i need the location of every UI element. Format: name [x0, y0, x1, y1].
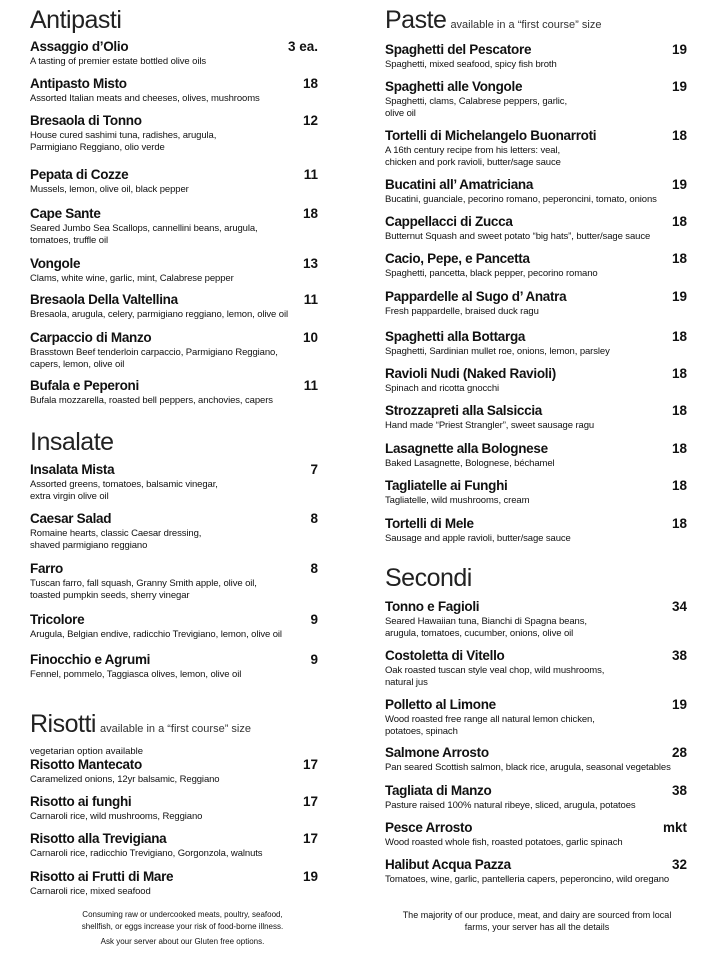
menu-item-header	[30, 794, 318, 810]
menu-item	[30, 39, 318, 68]
menu-item-price: 18	[671, 478, 687, 493]
menu-item-description-line: Pan seared Scottish salmon, black rice, arugula, seasonal vegetables	[385, 762, 671, 773]
menu-item-price: 3 ea.	[287, 39, 318, 54]
menu-item-name: Antipasto Misto	[30, 76, 127, 91]
menu-item-price: 13	[302, 256, 318, 271]
menu-item-name: Ravioli Nudi (Naked Ravioli)	[385, 366, 556, 381]
menu-item-price: 11	[303, 167, 318, 182]
risotti-title-text: Risotti	[30, 710, 96, 738]
menu-item-description	[385, 762, 687, 774]
menu-item-description	[30, 223, 318, 246]
menu-item-description	[385, 306, 687, 318]
menu-item-name: Bucatini all’ Amatriciana	[385, 177, 534, 192]
menu-item-description	[385, 495, 687, 507]
menu-item-price: 9	[310, 652, 318, 667]
menu-item-description-line: Brasstown Beef tenderloin carpaccio, Parmigiano Reggiano,	[30, 347, 278, 358]
menu-item-name: Risotto alla Trevigiana	[30, 831, 167, 846]
menu-item	[385, 516, 687, 545]
menu-item-price: 19	[671, 289, 687, 304]
menu-item-header	[30, 831, 318, 847]
menu-item-price: mkt	[662, 820, 687, 835]
menu-item-description	[385, 837, 687, 849]
footer-right	[382, 909, 692, 933]
menu-item-description-line: Fennel, pommelo, Taggiasca olives, lemon, olive oil	[30, 669, 242, 680]
menu-item-header	[30, 113, 318, 129]
menu-item	[385, 783, 687, 812]
menu-item-name: Tortelli di Michelangelo Buonarroti	[385, 128, 597, 143]
footer-left-line: Ask your server about our Gluten free options.	[100, 937, 265, 946]
menu-item-price: 7	[310, 462, 318, 477]
menu-item-header	[385, 783, 687, 799]
menu-item-description-line: Caramelized onions, 12yr balsamic, Reggiano	[30, 774, 220, 785]
menu-item-description-line: capers, lemon, olive oil	[30, 358, 125, 370]
footer-right-line: farms, your server has all the details	[464, 922, 610, 932]
insalate-title: Insalate	[30, 428, 114, 456]
menu-item-description-line: Clams, white wine, garlic, mint, Calabrese pepper	[30, 273, 234, 284]
risotti-title	[30, 709, 318, 744]
menu-item-name: Vongole	[30, 256, 81, 271]
menu-item-description	[30, 528, 318, 551]
menu-item-description-line: Carnaroli rice, radicchio Trevigiano, Gorgonzola, walnuts	[30, 848, 263, 859]
menu-item-description	[385, 714, 687, 737]
menu-item-price: 38	[671, 648, 687, 663]
menu-item	[385, 251, 687, 280]
menu-item	[385, 403, 687, 432]
menu-item-description-line: Butternut Squash and sweet potato “big hats”, butter/sage sauce	[385, 231, 651, 242]
menu-item	[30, 561, 318, 601]
menu-item-header	[30, 39, 318, 55]
menu-item-description-line: Parmigiano Reggiano, olio verde	[30, 141, 165, 153]
menu-item-price: 19	[671, 79, 687, 94]
menu-item-description	[30, 629, 318, 641]
menu-item-description-line: Oak roasted tuscan style veal chop, wild mushrooms,	[385, 665, 605, 676]
menu-item-description-line: Romaine hearts, classic Caesar dressing,	[30, 528, 202, 539]
menu-item	[385, 289, 687, 318]
menu-item-header	[385, 403, 687, 419]
menu-item-description-line: Seared Jumbo Sea Scallops, cannellini beans, arugula,	[30, 223, 258, 234]
menu-item-description	[385, 268, 687, 280]
menu-item-price: 17	[302, 794, 318, 809]
menu-item-header	[30, 561, 318, 577]
footer-left	[40, 909, 325, 948]
secondi-section	[385, 563, 687, 593]
menu-item-description-line: Bufala mozzarella, roasted bell peppers, anchovies, capers	[30, 395, 273, 406]
menu-item	[30, 794, 318, 823]
menu-item-description	[385, 458, 687, 470]
menu-item-description	[385, 346, 687, 358]
risotti-note: vegetarian option available	[30, 746, 144, 757]
menu-item-description	[30, 56, 318, 68]
menu-item-header	[30, 206, 318, 222]
menu-item-name: Spaghetti del Pescatore	[385, 42, 532, 57]
menu-item-description-line: Bucatini, guanciale, pecorino romano, peperoncini, tomato, onions	[385, 194, 657, 205]
menu-item-price: 28	[671, 745, 687, 760]
menu-item	[385, 745, 687, 774]
menu-item-description-line: chicken and pork ravioli, butter/sage sauce	[385, 156, 561, 168]
menu-item-description	[30, 811, 318, 823]
menu-item-name: Polletto al Limone	[385, 697, 496, 712]
menu-item-name: Cappellacci di Zucca	[385, 214, 513, 229]
menu-item	[30, 511, 318, 551]
menu-item-price: 9	[310, 612, 318, 627]
menu-item	[385, 697, 687, 737]
menu-item-name: Risotto ai Frutti di Mare	[30, 869, 174, 884]
menu-item-name: Spaghetti alla Bottarga	[385, 329, 526, 344]
insalate-section	[30, 427, 318, 457]
menu-item-price: 18	[302, 76, 318, 91]
menu-item-description-line: Wood roasted whole fish, roasted potatoes, garlic spinach	[385, 837, 623, 848]
menu-item-name: Halibut Acqua Pazza	[385, 857, 511, 872]
menu-item	[385, 857, 687, 886]
menu-item-description-line: natural jus	[385, 676, 428, 688]
menu-item	[385, 329, 687, 358]
menu-item-description-line: olive oil	[385, 107, 416, 119]
menu-item-price: 11	[303, 378, 318, 393]
menu-item-price: 11	[303, 292, 318, 307]
menu-item	[30, 206, 318, 246]
menu-item-name: Spaghetti alle Vongole	[385, 79, 523, 94]
menu-item	[30, 330, 318, 370]
menu-item	[30, 378, 318, 407]
menu-item-description-line: toasted pumpkin seeds, sherry vinegar	[30, 589, 190, 601]
menu-item-price: 38	[671, 783, 687, 798]
menu-item-name: Bresaola di Tonno	[30, 113, 142, 128]
menu-item-price: 34	[671, 599, 687, 614]
menu-item-description-line: arugula, tomatoes, cucumber, onions, olive oil	[385, 627, 574, 639]
menu-item-price: 12	[302, 113, 318, 128]
menu-item-price: 19	[671, 177, 687, 192]
menu-item-description	[385, 800, 687, 812]
menu-item-description	[385, 231, 687, 243]
menu-item-name: Pepata di Cozze	[30, 167, 129, 182]
menu-item-name: Tortelli di Mele	[385, 516, 474, 531]
menu-item-description	[30, 886, 318, 898]
menu-item-price: 18	[671, 516, 687, 531]
menu-item-description	[30, 184, 318, 196]
menu-item-name: Tonno e Fagioli	[385, 599, 480, 614]
menu-item-description-line: Tuscan farro, fall squash, Granny Smith apple, olive oil,	[30, 578, 257, 589]
risotti-section	[30, 709, 318, 758]
antipasti-section	[30, 5, 318, 35]
menu-item-description-line: tomatoes, truffle oil	[30, 234, 108, 246]
menu-item-header	[385, 289, 687, 305]
footer-left-line: shellfish, or eggs increase your risk of food-borne illness.	[81, 922, 284, 931]
menu-item-description-line: extra virgin olive oil	[30, 490, 109, 502]
menu-item-description	[385, 383, 687, 395]
menu-item-name: Salmone Arrosto	[385, 745, 489, 760]
menu-item-description-line: Sausage and apple ravioli, butter/sage sauce	[385, 533, 571, 544]
menu-item-header	[30, 869, 318, 885]
menu-item-header	[30, 330, 318, 346]
menu-item-header	[385, 214, 687, 230]
menu-item-description	[30, 669, 318, 681]
menu-item-description	[385, 420, 687, 432]
secondi-title: Secondi	[385, 564, 472, 592]
menu-item	[30, 757, 318, 786]
menu-item-price: 17	[302, 757, 318, 772]
menu-item-header	[385, 177, 687, 193]
menu-item-description-line: Arugula, Belgian endive, radicchio Trevigiano, lemon, olive oil	[30, 629, 282, 640]
menu-item-description-line: Bresaola, arugula, celery, parmigiano reggiano, lemon, olive oil	[30, 309, 288, 320]
menu-item-name: Pesce Arrosto	[385, 820, 473, 835]
menu-item-name: Caesar Salad	[30, 511, 112, 526]
menu-item-name: Cacio, Pepe, e Pancetta	[385, 251, 530, 266]
menu-item-description	[30, 93, 318, 105]
menu-item	[30, 869, 318, 898]
menu-item-price: 10	[302, 330, 318, 345]
menu-item-price: 18	[671, 403, 687, 418]
menu-item-header	[385, 79, 687, 95]
menu-item-name: Tagliata di Manzo	[385, 783, 492, 798]
menu-item-description-line: Wood roasted free range all natural lemon chicken,	[385, 714, 595, 725]
menu-item-name: Tricolore	[30, 612, 85, 627]
menu-item	[385, 177, 687, 206]
menu-item-header	[30, 652, 318, 668]
menu-item-header	[30, 462, 318, 478]
menu-item-header	[385, 329, 687, 345]
menu-item-description	[385, 59, 687, 71]
menu-item-price: 8	[310, 561, 318, 576]
menu-item-description	[30, 347, 318, 370]
menu-item-name: Assaggio d’Olio	[30, 39, 129, 54]
menu-item-header	[30, 256, 318, 272]
menu-item-description	[30, 309, 318, 321]
menu-item-header	[385, 441, 687, 457]
menu-item-price: 18	[671, 441, 687, 456]
menu-item-header	[385, 42, 687, 58]
menu-item-header	[30, 292, 318, 308]
menu-item-header	[385, 251, 687, 267]
menu-item-description-line: Seared Hawaiian tuna, Bianchi di Spagna beans,	[385, 616, 587, 627]
menu-item-description	[30, 578, 318, 601]
paste-title-text: Paste	[385, 6, 447, 34]
menu-item-header	[385, 478, 687, 494]
menu-item	[30, 652, 318, 681]
footer-right-line: The majority of our produce, meat, and dairy are sourced from local	[402, 910, 672, 920]
menu-item-name: Strozzapreti alla Salsiccia	[385, 403, 542, 418]
menu-item-description-line: Carnaroli rice, mixed seafood	[30, 886, 151, 897]
menu-item-name: Bresaola Della Valtellina	[30, 292, 178, 307]
menu-item-price: 19	[671, 42, 687, 57]
menu-item	[385, 79, 687, 119]
menu-item-price: 18	[671, 366, 687, 381]
menu-item-name: Risotto Mantecato	[30, 757, 142, 772]
menu-item-price: 18	[671, 329, 687, 344]
menu-item	[30, 462, 318, 502]
menu-item	[385, 820, 687, 849]
antipasti-title: Antipasti	[30, 6, 122, 34]
menu-item-name: Risotto ai funghi	[30, 794, 132, 809]
menu-item-name: Cape Sante	[30, 206, 101, 221]
paste-subtitle: available in a “first course” size	[450, 19, 602, 31]
menu-item-name: Insalata Mista	[30, 462, 115, 477]
menu-item-description-line: A tasting of premier estate bottled olive oils	[30, 56, 206, 67]
menu-item-header	[385, 745, 687, 761]
menu-item-header	[385, 857, 687, 873]
menu-item-price: 18	[671, 128, 687, 143]
menu-item-description-line: Spaghetti, pancetta, black pepper, pecorino romano	[385, 268, 598, 279]
paste-section	[385, 5, 687, 40]
menu-item-description	[385, 145, 687, 168]
menu-item-description-line: Spaghetti, Sardinian mullet roe, onions, lemon, parsley	[385, 346, 610, 357]
menu-item-description	[385, 665, 687, 688]
menu-item-header	[30, 612, 318, 628]
menu-item-price: 32	[671, 857, 687, 872]
menu-item	[30, 292, 318, 321]
menu-item-description	[385, 533, 687, 545]
menu-item-description	[30, 273, 318, 285]
menu-item-description	[30, 774, 318, 786]
menu-item-header	[385, 366, 687, 382]
menu-item-description-line: Fresh pappardelle, braised duck ragu	[385, 306, 539, 317]
menu-item-description-line: Tomatoes, wine, garlic, pantelleria capers, peperoncino, wild oregano	[385, 874, 670, 885]
menu-item-price: 19	[302, 869, 318, 884]
menu-item	[30, 76, 318, 105]
menu-item-price: 8	[310, 511, 318, 526]
menu-item-description-line: Spinach and ricotta gnocchi	[385, 383, 500, 394]
menu-item-description-line: Tagliatelle, wild mushrooms, cream	[385, 495, 530, 506]
menu-item-description-line: Baked Lasagnette, Bolognese, béchamel	[385, 458, 555, 469]
menu-item-description	[30, 130, 318, 153]
menu-item-price: 18	[302, 206, 318, 221]
menu-item-description	[385, 616, 687, 639]
menu-item-header	[385, 599, 687, 615]
menu-item-header	[385, 516, 687, 532]
menu-item	[385, 42, 687, 71]
menu-item-description-line: Pasture raised 100% natural ribeye, sliced, arugula, potatoes	[385, 800, 636, 811]
menu-item-header	[30, 167, 318, 183]
footer-left-line: Consuming raw or undercooked meats, poultry, seafood,	[82, 910, 283, 919]
menu-item	[385, 214, 687, 243]
menu-item-header	[30, 76, 318, 92]
menu-item-description-line: Spaghetti, mixed seafood, spicy fish broth	[385, 59, 557, 70]
menu-item	[385, 599, 687, 639]
menu-item-description	[385, 96, 687, 119]
menu-item-description-line: potatoes, spinach	[385, 725, 458, 737]
menu-item-description-line: Assorted greens, tomatoes, balsamic vinegar,	[30, 479, 218, 490]
menu-item-description	[30, 479, 318, 502]
menu-item-price: 18	[671, 214, 687, 229]
menu-item	[30, 256, 318, 285]
menu-item-header	[30, 378, 318, 394]
menu-item-name: Carpaccio di Manzo	[30, 330, 152, 345]
menu-item-header	[30, 757, 318, 773]
menu-item-header	[385, 648, 687, 664]
menu-item	[30, 831, 318, 860]
menu-item-header	[385, 820, 687, 836]
menu-item	[385, 128, 687, 168]
menu-item	[30, 612, 318, 641]
menu-item-description-line: A 16th century recipe from his letters: veal,	[385, 145, 561, 156]
menu-item-header	[30, 511, 318, 527]
menu-item-header	[385, 128, 687, 144]
risotti-subtitle: available in a “first course” size	[99, 723, 251, 735]
menu-item	[385, 648, 687, 688]
menu-item-description-line: Assorted Italian meats and cheeses, olives, mushrooms	[30, 93, 260, 104]
menu-item-description-line: shaved parmigiano reggiano	[30, 539, 148, 551]
paste-title	[385, 5, 687, 40]
menu-item-price: 19	[671, 697, 687, 712]
menu-item	[385, 478, 687, 507]
menu-item	[385, 366, 687, 395]
menu-item-name: Costoletta di Vitello	[385, 648, 505, 663]
menu-item-name: Bufala e Peperoni	[30, 378, 139, 393]
menu-item-description-line: Hand made “Priest Strangler”, sweet sausage ragu	[385, 420, 595, 431]
menu-item-description-line: House cured sashimi tuna, radishes, arugula,	[30, 130, 217, 141]
menu-item-description	[30, 848, 318, 860]
menu-item	[30, 113, 318, 153]
menu-item-description-line: Carnaroli rice, wild mushrooms, Reggiano	[30, 811, 203, 822]
menu-item	[385, 441, 687, 470]
menu-item-description-line: Mussels, lemon, olive oil, black pepper	[30, 184, 189, 195]
menu-item-header	[385, 697, 687, 713]
menu-item-description	[30, 395, 318, 407]
menu-item-name: Farro	[30, 561, 64, 576]
menu-item-description-line: Spaghetti, clams, Calabrese peppers, garlic,	[385, 96, 568, 107]
menu-item-name: Pappardelle al Sugo d’ Anatra	[385, 289, 567, 304]
menu-item-price: 18	[671, 251, 687, 266]
menu-item-name: Tagliatelle ai Funghi	[385, 478, 508, 493]
menu-item-description	[385, 874, 687, 886]
menu-item-price: 17	[302, 831, 318, 846]
menu-item-name: Finocchio e Agrumi	[30, 652, 151, 667]
menu-item-name: Lasagnette alla Bolognese	[385, 441, 548, 456]
menu-item-description	[385, 194, 687, 206]
menu-item	[30, 167, 318, 196]
